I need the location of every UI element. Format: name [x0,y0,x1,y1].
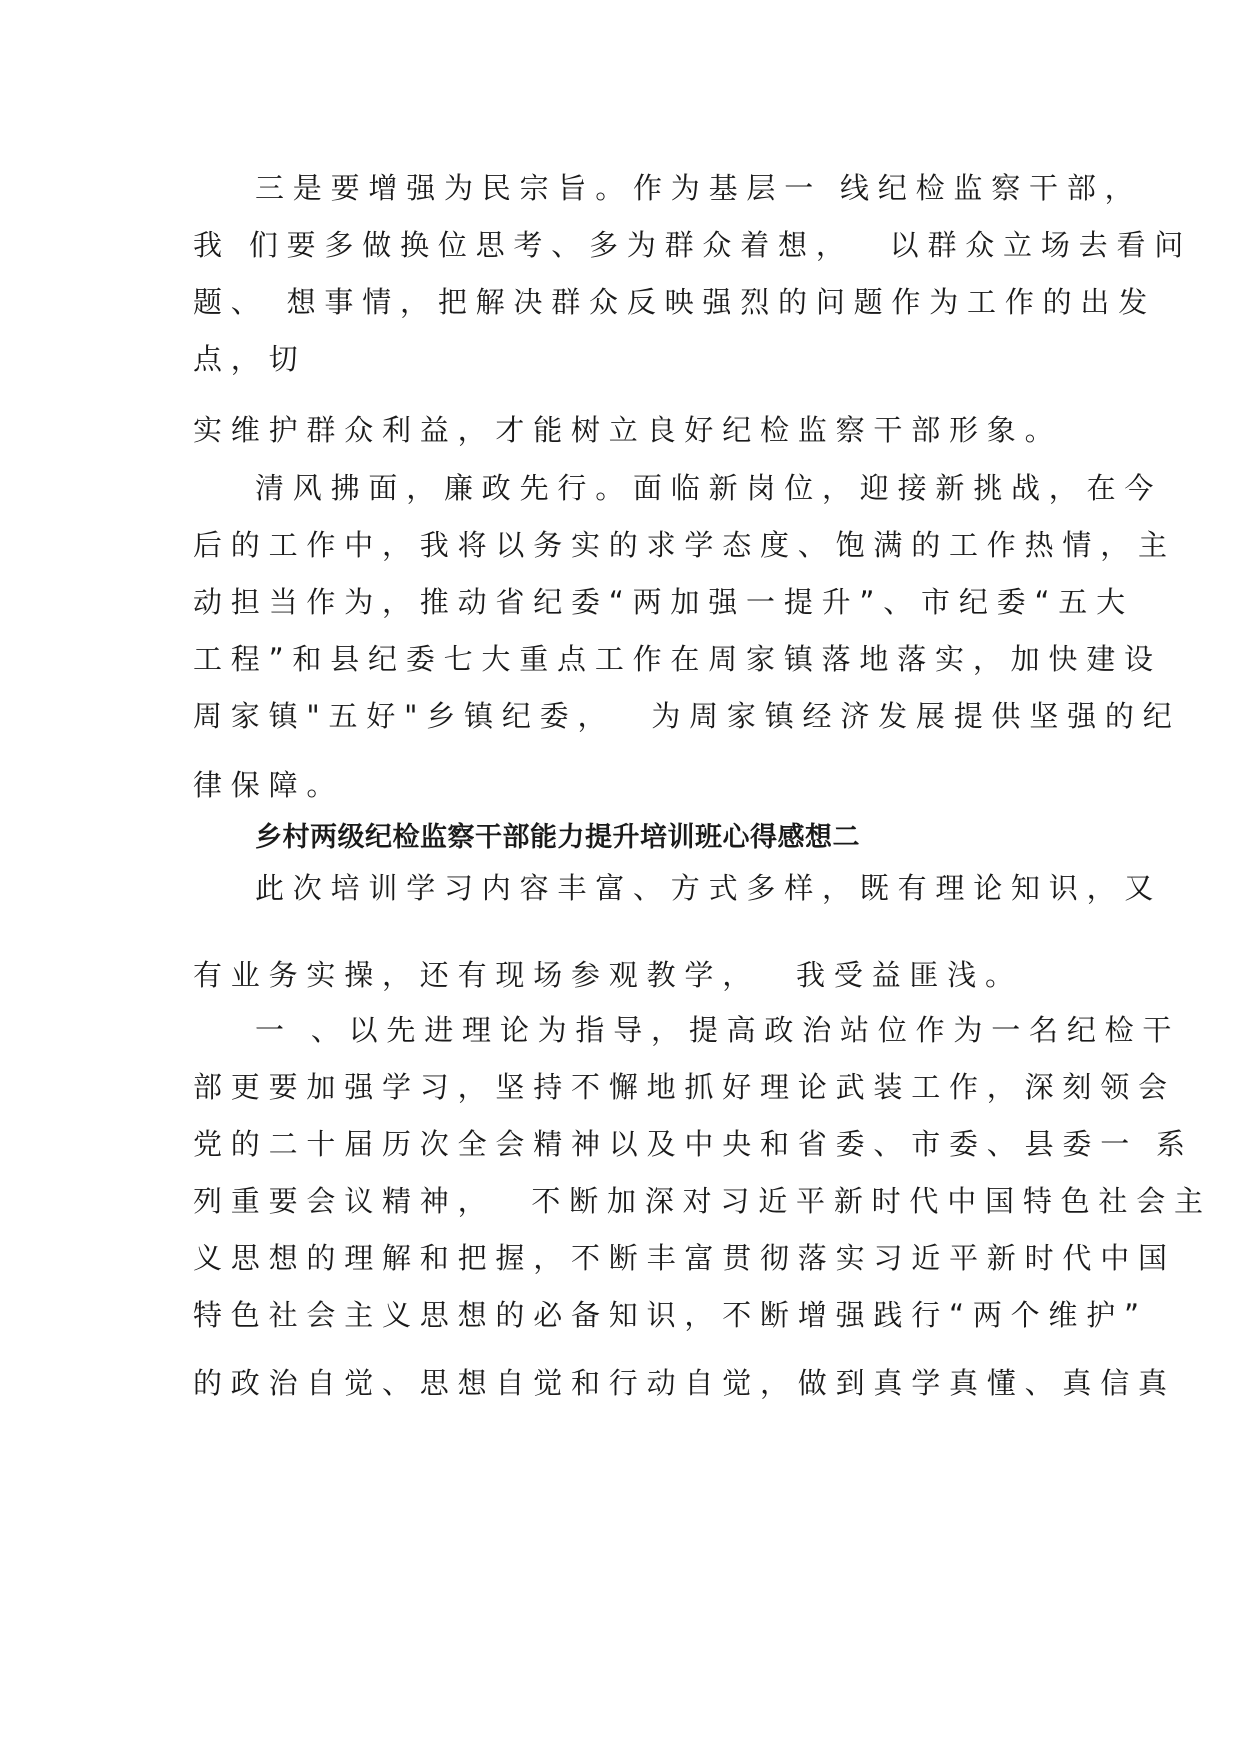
paragraph-line: 的政治自觉、思想自觉和行动自觉，做到真学真懂、真信真 [193,1366,1176,1400]
paragraph-line: 部更要加强学习，坚持不懈地抓好理论武装工作，深刻领会 [193,1070,1176,1104]
paragraph-line: 有业务实操，还有现场参观教学， 我受益匪浅。 [193,958,1023,992]
paragraph-line: 列重要会议精神， 不断加深对习近平新时代中国特色社会主 [193,1184,1212,1218]
paragraph-line: 一 、以先进理论为指导，提高政治站位作为一名纪检干 [255,1013,1181,1047]
paragraph-line: 后的工作中，我将以务实的求学态度、饱满的工作热情，主 [193,528,1176,562]
paragraph-line: 工程”和县纪委七大重点工作在周家镇落地落实，加快建设 [193,642,1162,676]
paragraph-line: 特色社会主义思想的必备知识，不断增强践行“两个维护” [193,1298,1148,1332]
paragraph-line: 题、 想事情，把解决群众反映强烈的问题作为工作的出发 [193,285,1157,319]
paragraph-line: 义思想的理解和把握，不断丰富贯彻落实习近平新时代中国 [193,1241,1176,1275]
section-heading: 乡村两级纪检监察干部能力提升培训班心得感想二 [255,822,860,853]
paragraph-line: 实维护群众利益，才能树立良好纪检监察干部形象。 [193,413,1063,447]
paragraph-line: 清风拂面，廉政先行。面临新岗位，迎接新挑战，在今 [255,471,1163,505]
paragraph-line: 此次培训学习内容丰富、方式多样，既有理论知识，又 [255,871,1163,905]
paragraph-line: 点，切 [193,342,307,376]
paragraph-line: 律保障。 [193,768,345,802]
paragraph-line: 周家镇"五好"乡镇纪委， 为周家镇经济发展提供坚强的纪 [193,699,1181,733]
paragraph-line: 三是要增强为民宗旨。作为基层一 线纪检监察干部， [255,171,1143,205]
paragraph-line: 我 们要多做换位思考、多为群众着想， 以群众立场去看问 [193,228,1193,262]
paragraph-line: 动担当作为，推动省纪委“两加强一提升”、市纪委“五大 [193,585,1134,619]
paragraph-line: 党的二十届历次全会精神以及中央和省委、市委、县委一 系 [193,1127,1194,1161]
